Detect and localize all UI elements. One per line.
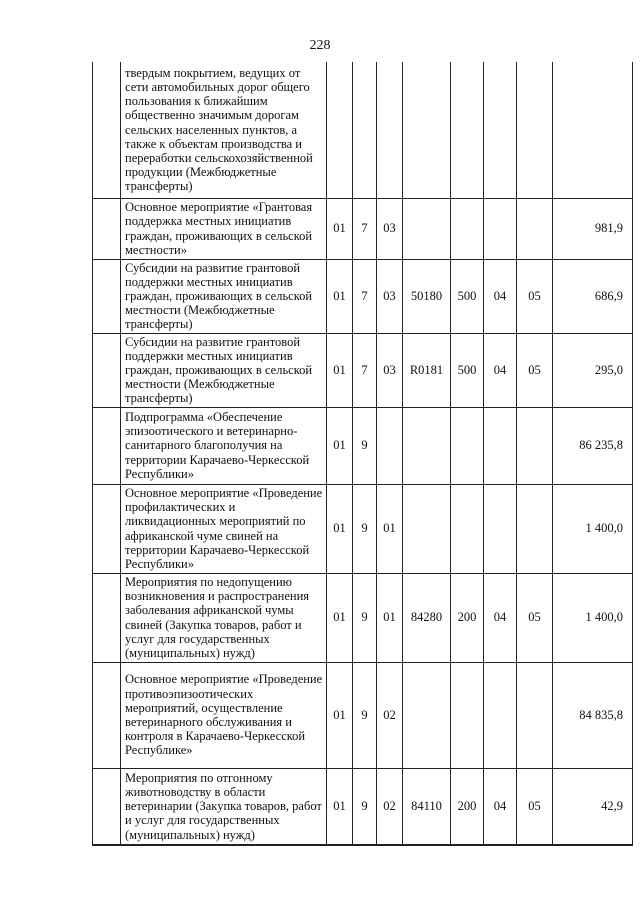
row-number-cell	[93, 333, 121, 407]
code-cell	[377, 62, 403, 198]
code-cell: 9	[353, 768, 377, 845]
code-cell	[451, 662, 484, 768]
code-cell	[403, 662, 451, 768]
item-name-cell: Основное мероприятие «Грантовая поддержка местных инициатив граждан, проживающих в сельской местности»	[121, 198, 327, 259]
code-cell: 9	[353, 662, 377, 768]
code-cell	[451, 484, 484, 573]
row-number-cell	[93, 259, 121, 333]
code-cell: 200	[451, 768, 484, 845]
amount-cell: 686,9	[553, 259, 633, 333]
code-cell: 05	[517, 573, 553, 662]
amount-cell	[553, 62, 633, 198]
row-number-cell	[93, 573, 121, 662]
row-number-cell	[93, 484, 121, 573]
code-cell	[403, 484, 451, 573]
item-name-cell: Субсидии на развитие грантовой поддержки местных инициатив граждан, проживающих в сельской местности (Межбюджетные трансферты)	[121, 333, 327, 407]
code-cell: 02	[377, 662, 403, 768]
code-cell: 03	[377, 259, 403, 333]
code-cell: 01	[327, 198, 353, 259]
row-number-cell	[93, 662, 121, 768]
code-cell	[327, 62, 353, 198]
amount-cell: 981,9	[553, 198, 633, 259]
code-cell: 04	[484, 768, 517, 845]
item-name-cell: Основное мероприятие «Проведение профилактических и ликвидационных мероприятий по африканской чуме свиней на территории Карачаево-Черкесской Республики»	[121, 484, 327, 573]
code-cell: 9	[353, 407, 377, 484]
row-number-cell	[93, 198, 121, 259]
item-name-cell: Мероприятия по отгонному животноводству в области ветеринарии (Закупка товаров, работ и услуг для государственных (муниципальных) нужд)	[121, 768, 327, 845]
code-cell: 50180	[403, 259, 451, 333]
code-cell	[403, 62, 451, 198]
code-cell: 01	[327, 662, 353, 768]
code-cell: 03	[377, 333, 403, 407]
code-cell: 04	[484, 259, 517, 333]
code-cell	[451, 407, 484, 484]
code-cell	[517, 484, 553, 573]
table-row	[93, 198, 633, 259]
amount-cell: 295,0	[553, 333, 633, 407]
code-cell	[484, 484, 517, 573]
table-row	[93, 62, 633, 198]
code-cell: R0181	[403, 333, 451, 407]
code-cell: 84110	[403, 768, 451, 845]
amount-cell: 1 400,0	[553, 573, 633, 662]
code-cell	[451, 62, 484, 198]
table-row	[93, 662, 633, 768]
code-cell: 7	[353, 259, 377, 333]
code-cell: 7	[353, 333, 377, 407]
amount-cell: 42,9	[553, 768, 633, 845]
page-number: 228	[309, 38, 331, 53]
code-cell: 05	[517, 333, 553, 407]
code-cell: 500	[451, 259, 484, 333]
code-cell	[517, 198, 553, 259]
table-row	[93, 484, 633, 573]
table-row	[93, 407, 633, 484]
code-cell	[451, 198, 484, 259]
code-cell: 01	[327, 333, 353, 407]
code-cell: 200	[451, 573, 484, 662]
code-cell	[403, 198, 451, 259]
amount-cell: 86 235,8	[553, 407, 633, 484]
code-cell	[517, 62, 553, 198]
item-name-cell: твердым покрытием, ведущих от сети автомобильных дорог общего пользования к ближайшим общественно значимым дорогам сельских населенных пунктов, а также к объектам производства и переработки сельскохозяйственной продукции (Межбюджетные трансферты)	[121, 62, 327, 198]
table-row	[93, 259, 633, 333]
row-number-cell	[93, 768, 121, 845]
code-cell: 04	[484, 573, 517, 662]
code-cell	[484, 198, 517, 259]
code-cell: 500	[451, 333, 484, 407]
code-cell: 01	[377, 573, 403, 662]
code-cell: 84280	[403, 573, 451, 662]
code-cell: 04	[484, 333, 517, 407]
code-cell: 01	[327, 407, 353, 484]
amount-cell: 84 835,8	[553, 662, 633, 768]
item-name-cell: Мероприятия по недопущению возникновения и распространения заболевания африканской чумы свиней (Закупка товаров, работ и услуг для государственных (муниципальных) нужд)	[121, 573, 327, 662]
table-row	[93, 768, 633, 845]
code-cell	[484, 662, 517, 768]
code-cell: 05	[517, 259, 553, 333]
code-cell	[377, 407, 403, 484]
code-cell: 01	[327, 259, 353, 333]
table-row	[93, 333, 633, 407]
code-cell	[353, 62, 377, 198]
item-name-cell: Подпрограмма «Обеспечение эпизоотического и ветеринарно-санитарного благополучия на территории Карачаево-Черкесской Республики»	[121, 407, 327, 484]
code-cell	[517, 407, 553, 484]
code-cell: 7	[353, 198, 377, 259]
row-number-cell	[93, 407, 121, 484]
code-cell	[484, 62, 517, 198]
code-cell: 05	[517, 768, 553, 845]
code-cell: 01	[327, 768, 353, 845]
code-cell: 01	[327, 484, 353, 573]
code-cell	[403, 407, 451, 484]
code-cell	[517, 662, 553, 768]
code-cell	[484, 407, 517, 484]
code-cell: 01	[327, 573, 353, 662]
code-cell: 03	[377, 198, 403, 259]
item-name-cell: Субсидии на развитие грантовой поддержки местных инициатив граждан, проживающих в сельской местности (Межбюджетные трансферты)	[121, 259, 327, 333]
code-cell: 02	[377, 768, 403, 845]
code-cell: 01	[377, 484, 403, 573]
table-row	[93, 573, 633, 662]
item-name-cell: Основное мероприятие «Проведение противоэпизоотических мероприятий, осуществление ветеринарного обслуживания и контроля в Карачаево-Черкесской Республике»	[121, 662, 327, 768]
code-cell: 9	[353, 573, 377, 662]
code-cell: 9	[353, 484, 377, 573]
budget-table	[92, 62, 633, 846]
amount-cell: 1 400,0	[553, 484, 633, 573]
row-number-cell	[93, 62, 121, 198]
